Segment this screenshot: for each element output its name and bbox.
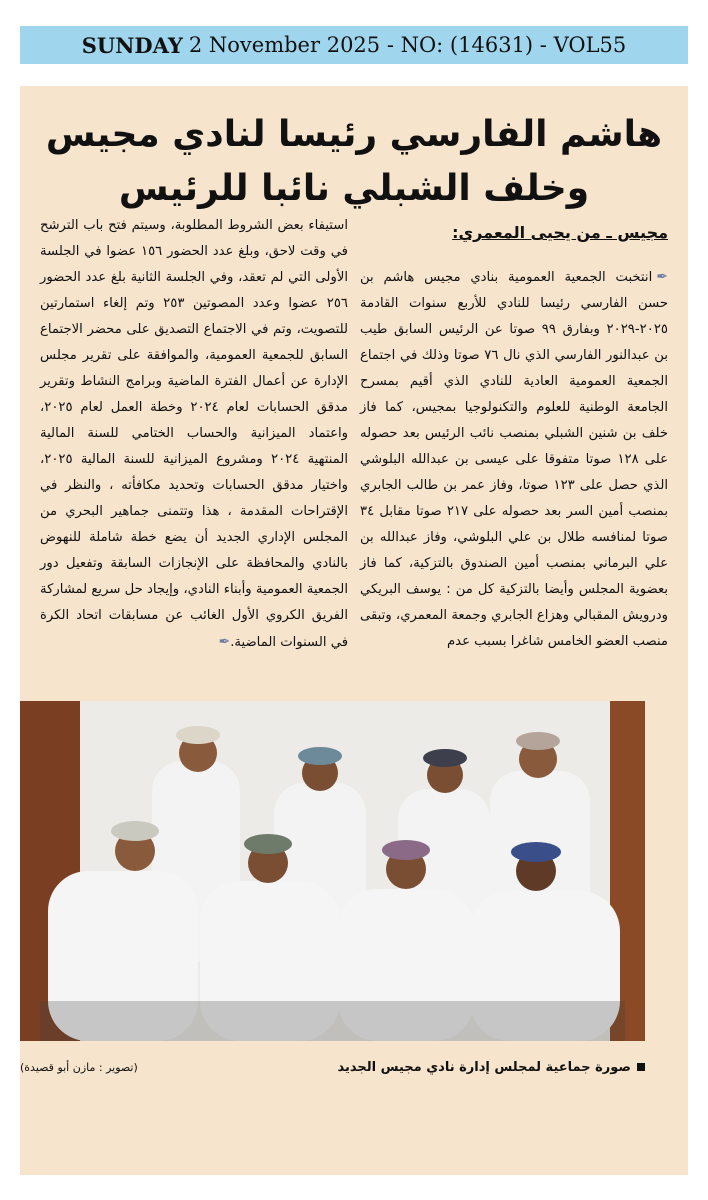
article-left-text: استيفاء بعض الشروط المطلوبة، وسيتم فتح باب الترشح في وقت لاحق، وبلغ عدد الحضور ١٥٦ عضوا في الجلسة الأولى التي لم تعقد، وفي الجلسة الثانية بلغ عدد الحضور ٢٥٦ عضوا وعدد المصوتين ٢٥٣ وتم إلغاء استمارتين للتصويت، وتم في الاجتماع التصديق على محضر الاجتماع السابق للجمعية العمومية، والموافقة على تقرير مجلس الإدارة عن أعمال الفترة الماضية وبرامج النشاط وتقرير مدقق الحسابات لعام ٢٠٢٤ وخطة العمل لعام ٢٠٢٥، واعتماد الميزانية والحساب الختامي للسنة المالية المنتهية ٢٠٢٤ ومشروع الميزانية للسنة المالية ٢٠٢٥، واختيار مدقق الحسابات وتحديد مكافأته ، والنظر في الإقتراحات المقدمة ، هذا وتتمنى جماهير البحري من المجلس الإداري الجديد أن يضع خطة شاملة للنهوض بالنادي والمحافظة على الإنجازات السابقة وتفعيل دور الجمعية العمومية وأبناء النادي، وإيجاد حل سريع لمشاركة الفريق الكروي الأول الغائب عن مسابقات اتحاد الكرة في السنوات الماضية.	[40, 218, 348, 650]
quill-icon: ✒	[656, 269, 668, 285]
group-photo	[20, 701, 645, 1041]
photo-caption-bar	[20, 1060, 645, 1080]
quill-end-icon: ✒	[218, 634, 231, 650]
byline: مجيس ـ من يحيى المعمري:	[452, 223, 668, 242]
masthead-date-issue: 2 November 2025 - NO: (14631) - VOL55	[188, 33, 627, 57]
photo-caption-text: صورة جماعية لمجلس إدارة نادي مجيس الجديد	[337, 1060, 631, 1075]
article-column-left	[40, 213, 348, 656]
article-column-right	[360, 264, 668, 655]
masthead-day: SUNDAY	[81, 32, 183, 58]
headline-line-2: وخلف الشبلي نائبا للرئيس	[118, 168, 590, 209]
article-right-text: انتخبت الجمعية العمومية بنادي مجيس هاشم بن حسن الفارسي رئيسا للنادي للأربع سنوات القادمة ٢٠٢٥-٢٠٢٩ وبفارق ٩٩ صوتا عن الرئيس السابق طيب بن عبدالنور الفارسي الذي نال ٧٦ صوتا وذلك في اجتماع الجمعية العمومية العادية للنادي الذي أقيم بمسرح الجامعة الوطنية للعلوم والتكنولوجيا بمجيس، كما فاز خلف بن شنين الشبلي بمنصب نائب الرئيس بعد حصوله على ١٢٨ صوتا متفوقا على عيسى بن عبدالله البلوشي الذي حصل على ١٢٣ صوتا، وفاز عمر بن طالب الجابري بمنصب أمين السر بعد حصوله على ٢١٧ صوتا مقابل ٣٤ صوتا لمنافسه طلال بن علي البلوشي، وفاز عبدالله بن علي البرماني بمنصب أمين الصندوق بالتزكية، كما فاز بعضوية المجلس وأيضا بالتزكية كل من : يوسف البريكي ودرويش المقبالي وهزاع الجابري وجمعة المعمري، وتبقى منصب العضو الخامس شاغرا بسبب عدم	[360, 270, 669, 649]
photo-credit: (تصوير : مازن أبو قصيدة)	[20, 1061, 138, 1074]
headline	[20, 108, 688, 216]
bullet-square-icon	[637, 1063, 645, 1071]
headline-line-1: هاشم الفارسي رئيسا لنادي مجيس	[45, 114, 663, 155]
masthead	[20, 26, 688, 64]
photo-caption	[337, 1060, 645, 1075]
